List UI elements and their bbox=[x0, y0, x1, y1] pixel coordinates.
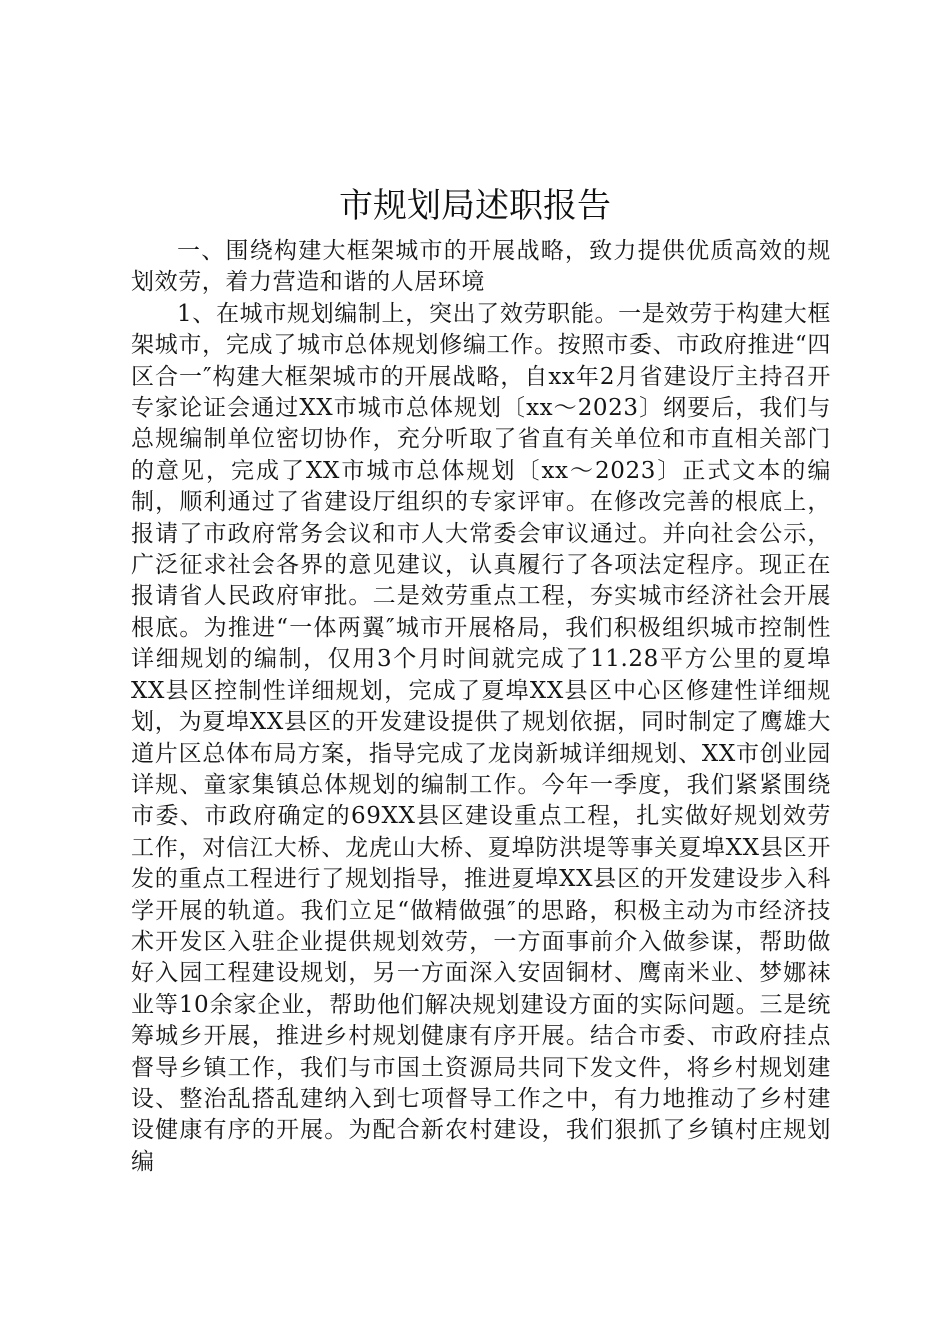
document-title: 市规划局述职报告 bbox=[339, 186, 611, 226]
document-body bbox=[131, 236, 831, 1178]
body-paragraph: 1、在城市规划编制上，突出了效劳职能。一是效劳于构建大框架城市，完成了城市总体规划修编工作。按照市委、市政府推进“四区合一″构建大框架城市的开展战略，自xx年2月省建设厅主持召开专家论证会通过XX市城市总体规划〔xx～2023〕纲要后，我们与总规编制单位密切协作，充分听取了省直有关单位和市直相关部门的意见，完成了XX市城市总体规划〔xx～2023〕正式文本的编制，顺利通过了省建设厅组织的专家评审。在修改完善的根底上，报请了市政府常务会议和市人大常委会审议通过。并向社会公示，广泛征求社会各界的意见建议，认真履行了各项法定程序。现正在报请省人民政府审批。二是效劳重点工程，夯实城市经济社会开展根底。为推进“一体两翼″城市开展格局，我们积极组织城市控制性详细规划的编制，仅用3个月时间就完成了11.28平方公里的夏埠XX县区控制性详细规划，完成了夏埠XX县区中心区修建性详细规划，为夏埠XX县区的开发建设提供了规划依据，同时制定了鹰雄大道片区总体布局方案，指导完成了龙岗新城详细规划、XX市创业园详规、童家集镇总体规划的编制工作。今年一季度，我们紧紧围绕市委、市政府确定的69XX县区建设重点工程，扎实做好规划效劳工作，对信江大桥、龙虎山大桥、夏埠防洪堤等事关夏埠XX县区开发的重点工程进行了规划指导，推进夏埠XX县区的开发建设步入科学开展的轨道。我们立足“做精做强″的思路，积极主动为市经济技术开发区入驻企业提供规划效劳，一方面事前介入做参谋，帮助做好入园工程建设规划，另一方面深入安固铜材、鹰南米业、梦娜袜业等10余家企业，帮助他们解决规划建设方面的实际问题。三是统筹城乡开展，推进乡村规划健康有序开展。结合市委、市政府挂点督导乡镇工作，我们与市国土资源局共同下发文件，将乡村规划建设、整治乱搭乱建纳入到七项督导工作之中，有力地推动了乡村建设健康有序的开展。为配合新农村建设，我们狠抓了乡镇村庄规划编 bbox=[131, 300, 831, 1175]
section-heading-paragraph: 一、围绕构建大框架城市的开展战略，致力提供优质高效的规划效劳，着力营造和谐的人居环境 bbox=[131, 238, 831, 296]
